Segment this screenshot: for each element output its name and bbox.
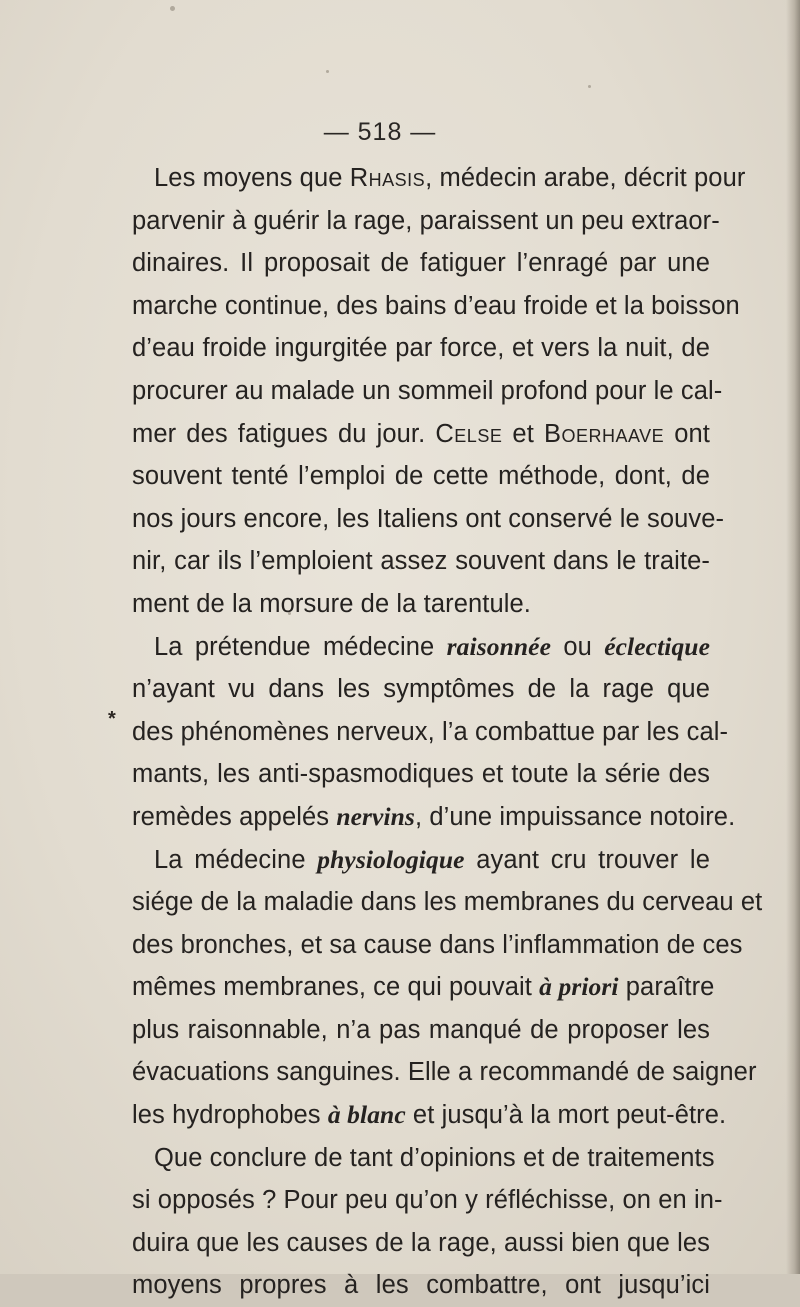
- text-line: marche continue, des bains d’eau froide et la boisson: [132, 291, 740, 320]
- paper-speck: [326, 70, 329, 73]
- text-line: mêmes membranes, ce qui pouvait à priori paraître: [132, 972, 715, 1002]
- text-line: si opposés ? Pour peu qu’on y réfléchisse, on en in-: [132, 1186, 723, 1215]
- text-line: procurer au malade un sommeil profond pour le cal-: [132, 376, 723, 405]
- text-line: des phénomènes nerveux, l’a combattue par les cal-: [132, 717, 729, 746]
- text-line: La médecine physiologique ayant cru trouver le: [154, 844, 710, 874]
- page-edge-shadow: [786, 0, 800, 1274]
- page-number: — 518 —: [323, 118, 437, 146]
- text-line: les hydrophobes à blanc et jusqu’à la mort peut-être.: [132, 1100, 727, 1130]
- text-line: mants, les anti-spasmodiques et toute la série des: [132, 760, 710, 789]
- text-line: plus raisonnable, n’a pas manqué de proposer les: [132, 1015, 710, 1044]
- paper-speck: [588, 85, 591, 88]
- text-line: duira que les causes de la rage, aussi bien que les: [132, 1228, 710, 1257]
- text-line: Les moyens que Rhasis, médecin arabe, décrit pour: [154, 164, 746, 192]
- text-line: nir, car ils l’emploient assez souvent dans le traite-: [132, 547, 710, 576]
- text-line: nos jours encore, les Italiens ont conservé le souve-: [132, 504, 725, 533]
- text-line: ment de la morsure de la tarentule.: [132, 589, 531, 618]
- body-text: [132, 157, 763, 1307]
- margin-asterisk-mark: *: [108, 708, 116, 730]
- text-line: d’eau froide ingurgitée par force, et vers la nuit, de: [132, 334, 710, 363]
- text-line: dinaires. Il proposait de fatiguer l’enragé par une: [132, 249, 710, 278]
- text-line: mer des fatigues du jour. Celse et Boerhaave ont: [132, 419, 710, 448]
- text-line: remèdes appelés nervins, d’une impuissance notoire.: [132, 801, 736, 831]
- text-line: des bronches, et sa cause dans l’inflammation de ces: [132, 930, 743, 959]
- paper-speck: [170, 6, 175, 11]
- text-line: Que conclure de tant d’opinions et de traitements: [154, 1143, 715, 1172]
- text-line: La prétendue médecine raisonnée ou éclectique: [154, 631, 710, 661]
- text-line: n’ayant vu dans les symptômes de la rage que: [132, 675, 710, 704]
- text-line: évacuations sanguines. Elle a recommandé de saigner: [132, 1058, 757, 1087]
- text-line: siége de la maladie dans les membranes du cerveau et: [132, 888, 763, 917]
- text-line: souvent tenté l’emploi de cette méthode, dont, de: [132, 462, 710, 491]
- text-line: parvenir à guérir la rage, paraissent un peu extraor-: [132, 206, 720, 235]
- text-line: moyens propres à les combattre, ont jusqu’ici: [132, 1271, 710, 1300]
